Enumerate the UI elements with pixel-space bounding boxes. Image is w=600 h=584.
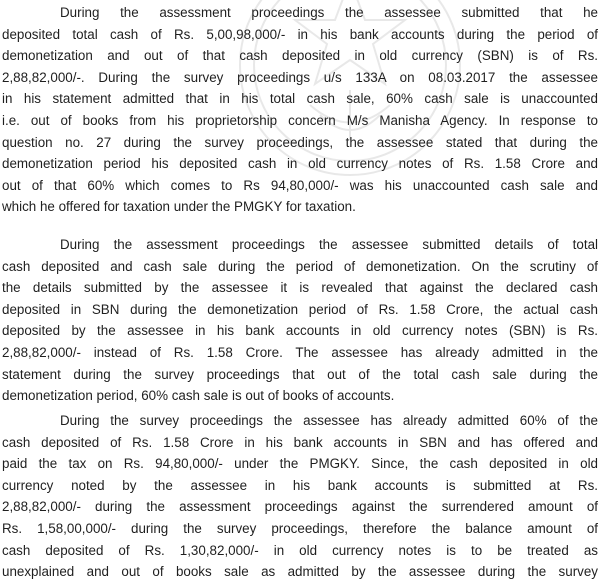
paragraph-3	[2, 410, 598, 583]
text-line: the details submitted by the assessee it is revealed that against the declared cash	[2, 280, 598, 296]
text-line: During the survey proceedings the assessee has already admitted 60% of the	[60, 413, 598, 428]
text-line: 2,88,82,000/- during the assessment proceedings against the surrendered amount of	[2, 499, 598, 515]
text-line: cash deposited and cash sale during the period of demonetization. On the scrutiny of	[2, 258, 598, 274]
text-line: 2,88,82,000/-. During the survey proceedings u/s 133A on 08.03.2017 the assessee	[2, 69, 598, 85]
text-line: in his statement admitted that in his total cash sale, 60% cash sale is unaccounted	[2, 91, 598, 107]
text-line: paid the tax on Rs. 94,80,000/- under the PMGKY. Since, the cash deposited in old	[2, 456, 598, 472]
text-line: statement during the survey proceedings that out of the total cash sale during the	[2, 366, 598, 382]
text-line: cash deposited of Rs. 1.58 Crore in his bank accounts in SBN and has offered and	[2, 434, 598, 450]
text-line: Rs. 1,58,00,000/- during the survey proceedings, therefore the balance amount of	[2, 520, 598, 536]
text-line: 2,88,82,000/- instead of Rs. 1.58 Crore. The assessee has already admitted in the	[2, 344, 598, 360]
text-line: unexplained and out of books sale as admitted by the assessee during the survey	[2, 564, 598, 580]
text-line: deposited total cash of Rs. 5,00,98,000/- in his bank accounts during the period of	[2, 26, 598, 42]
text-line: During the assessment proceedings the assessee submitted details of total	[60, 237, 598, 252]
text-line: demonetization period, 60% cash sale is out of books of accounts.	[2, 388, 395, 404]
text-line: cash deposited of Rs. 1,30,82,000/- in old currency notes is to be treated as	[2, 542, 598, 558]
text-line: During the assessment proceedings the assessee submitted that he	[60, 5, 598, 20]
text-line: i.e. out of books from his proprietorship concern M/s Manisha Agency. In response to	[2, 112, 598, 128]
paragraph-1	[2, 2, 598, 218]
paragraph-2	[2, 234, 598, 407]
text-line: demonetization and out of that cash deposited in old currency (SBN) is of Rs.	[2, 48, 598, 64]
text-line: out of that 60% which comes to Rs 94,80,000/- was his unaccounted cash sale and	[2, 177, 598, 193]
text-line: deposited in SBN during the demonetization period of Rs. 1.58 Crore, the actual cash	[2, 301, 598, 317]
text-line: question no. 27 during the survey proceedings, the assessee stated that during the	[2, 134, 598, 150]
text-line: deposited by the assessee in his bank accounts in old currency notes (SBN) is Rs.	[2, 323, 598, 339]
text-line: currency noted by the assessee in his bank accounts is submitted at Rs.	[2, 477, 598, 493]
text-line: demonetization period his deposited cash in old currency notes of Rs. 1.58 Crore and	[2, 156, 598, 172]
text-line: which he offered for taxation under the PMGKY for taxation.	[2, 199, 356, 215]
